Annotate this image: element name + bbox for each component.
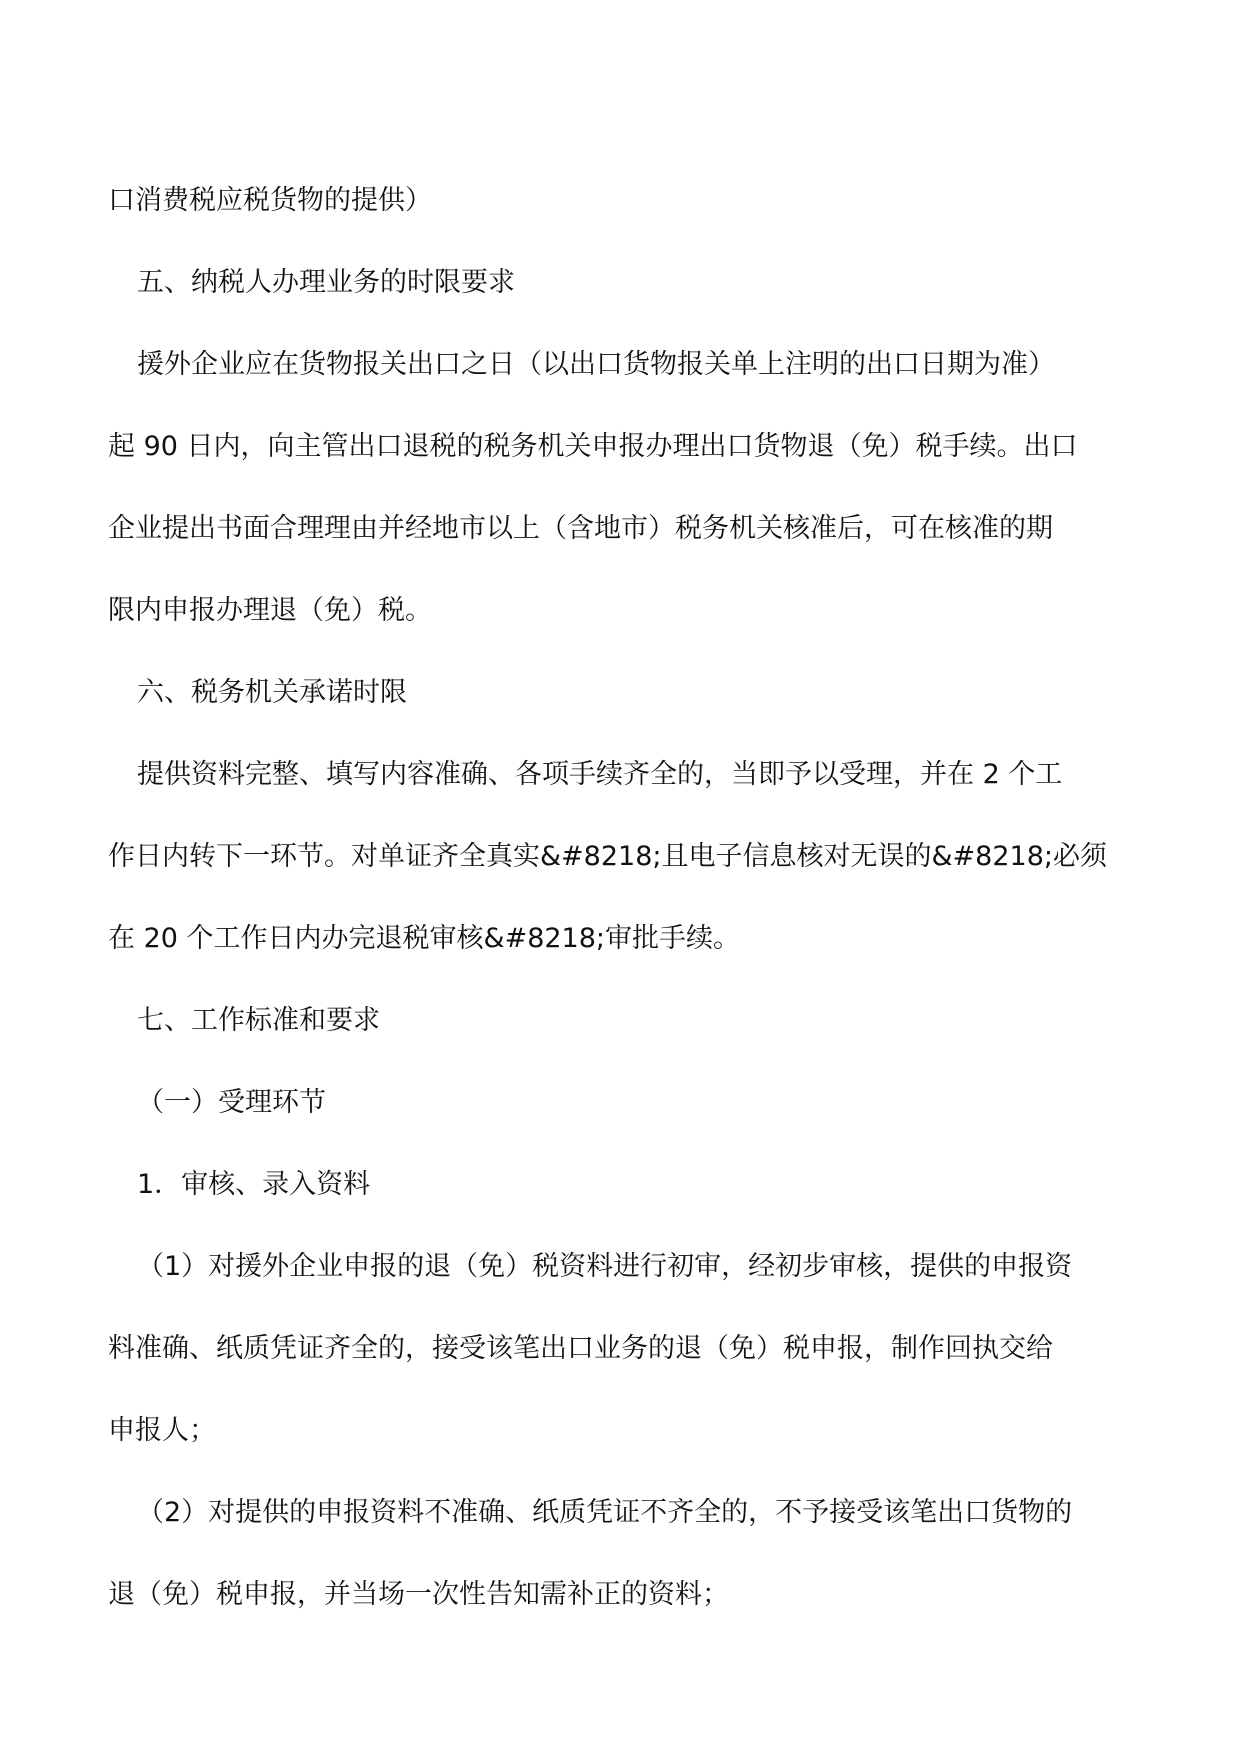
paragraph-line: 援外企业应在货物报关出口之日（以出口货物报关单上注明的出口日期为准） [137,349,1055,380]
paragraph-line: 企业提出书面合理理由并经地市以上（含地市）税务机关核准后，可在核准的期 [108,513,1053,544]
paragraph-line: 在 20 个工作日内办完退税审核&#8218;审批手续。 [108,923,741,954]
paragraph-line: 退（免）税申报，并当场一次性告知需补正的资料； [108,1579,729,1610]
subsection-heading: （一）受理环节 [137,1087,326,1118]
text-line: 口消费税应税货物的提供） [108,185,432,216]
section-heading-6: 六、税务机关承诺时限 [137,677,407,708]
paragraph-line: 提供资料完整、填写内容准确、各项手续齐全的，当即予以受理，并在 2 个工 [137,759,1063,790]
paragraph-line: 起 90 日内，向主管出口退税的税务机关申报办理出口货物退（免）税手续。出口 [108,431,1078,462]
paragraph-line: 限内申报办理退（免）税。 [108,595,432,626]
section-heading-7: 七、工作标准和要求 [137,1005,380,1036]
paragraph-line: （2）对提供的申报资料不准确、纸质凭证不齐全的，不予接受该笔出口货物的 [137,1497,1073,1528]
paragraph-line: 料准确、纸质凭证齐全的，接受该笔出口业务的退（免）税申报，制作回执交给 [108,1333,1053,1364]
paragraph-line: 申报人； [108,1415,216,1446]
section-heading-5: 五、纳税人办理业务的时限要求 [137,267,515,298]
paragraph-line: （1）对援外企业申报的退（免）税资料进行初审，经初步审核，提供的申报资 [137,1251,1073,1282]
document-body [108,160,1138,1636]
paragraph-line: 作日内转下一环节。对单证齐全真实&#8218;且电子信息核对无误的&#8218;必须 [108,841,1107,872]
item-heading: 1．审核、录入资料 [137,1169,371,1200]
